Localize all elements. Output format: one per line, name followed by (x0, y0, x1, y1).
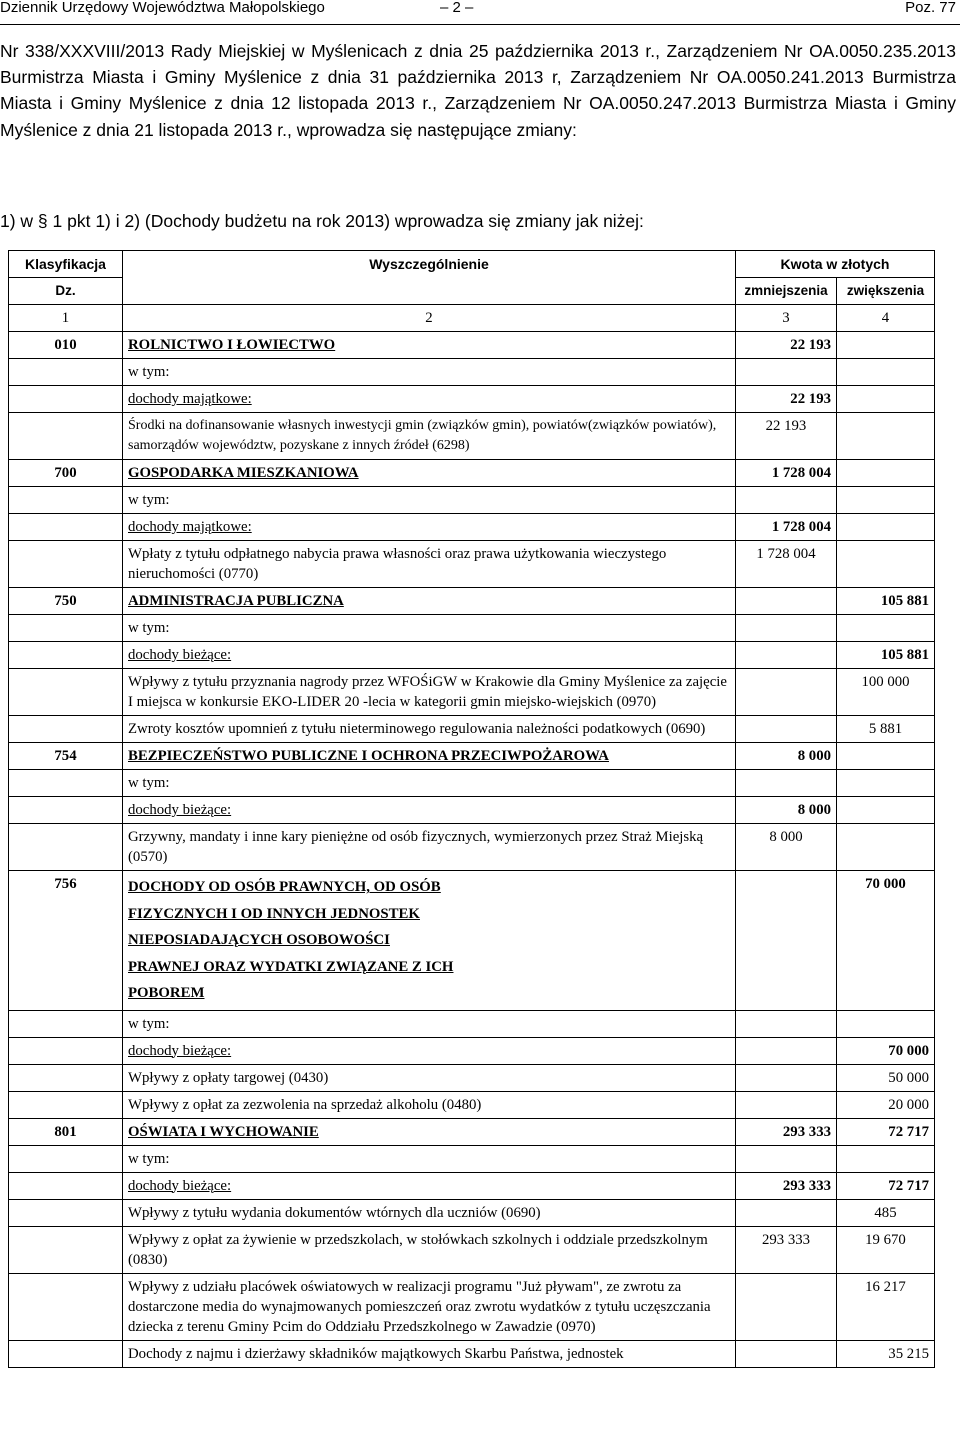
header-dz: Dz. (9, 278, 123, 305)
page-number: – 2 – (440, 0, 474, 16)
row-description: dochody majątkowe: (123, 514, 736, 541)
table-row (9, 1199, 935, 1226)
row-description: dochody bieżące: (123, 797, 736, 824)
table-row (9, 669, 935, 716)
section-title: ROLNICTWO I ŁOWIECTWO (123, 332, 736, 359)
table-row (9, 1118, 935, 1145)
table-row (9, 1340, 935, 1367)
decrease-amount: 293 333 (736, 1172, 837, 1199)
table-row (9, 770, 935, 797)
table-row (9, 1145, 935, 1172)
section-title (123, 871, 736, 1011)
decrease-amount: 8 000 (736, 743, 837, 770)
increase-amount: 70 000 (837, 1037, 935, 1064)
decrease-amount: 22 193 (736, 332, 837, 359)
table-row (9, 797, 935, 824)
table-row (9, 615, 935, 642)
row-description: Wpływy z opłat za żywienie w przedszkolach, w stołówkach szkolnych i oddziale przedszkolnym (0830) (123, 1226, 736, 1273)
decrease-amount: 8 000 (736, 797, 837, 824)
table-row (9, 460, 935, 487)
decrease-amount: 8 000 (736, 824, 837, 871)
row-description: Wpływy z tytułu wydania dokumentów wtórnych dla uczniów (0690) (123, 1199, 736, 1226)
table-row (9, 514, 935, 541)
row-description: dochody bieżące: (123, 1037, 736, 1064)
table-row (9, 1010, 935, 1037)
row-description: Środki na dofinansowanie własnych inwestycji gmin (związków gmin), powiatów(związków powiatów), samorządów województw, pozyskane z innych źródeł (6298) (123, 413, 736, 460)
section-code: 010 (9, 332, 123, 359)
header-zwiekszenia: zwiększenia (837, 278, 935, 305)
row-description: dochody bieżące: (123, 642, 736, 669)
table-row (9, 824, 935, 871)
row-description: Grzywny, mandaty i inne kary pieniężne od osób fizycznych, wymierzonych przez Straż Miejską (0570) (123, 824, 736, 871)
increase-amount (837, 332, 935, 359)
section-title-line: NIEPOSIADAJĄCYCH OSOBOWOŚCI (128, 932, 390, 948)
increase-amount: 485 (837, 1199, 935, 1226)
row-description: Wpływy z opłat za zezwolenia na sprzedaż alkoholu (0480) (123, 1091, 736, 1118)
decrease-amount: 1 728 004 (736, 514, 837, 541)
position-number: Poz. 77 (905, 0, 956, 16)
row-description: w tym: (123, 615, 736, 642)
section-code: 756 (9, 871, 123, 1011)
table-row (9, 1064, 935, 1091)
row-description: w tym: (123, 1145, 736, 1172)
row-description: Wpływy z tytułu przyznania nagrody przez WFOŚiGW w Krakowie dla Gminy Myślenice za zajęcie I miejsca w konkursie EKO-LIDER 20 -lecia w kategorii gmin miejsko-wiejskich (0970) (123, 669, 736, 716)
row-description: w tym: (123, 359, 736, 386)
section-title-line: DOCHODY OD OSÓB PRAWNYCH, OD OSÓB (128, 879, 441, 895)
increase-amount: 105 881 (837, 588, 935, 615)
section-title-line: PRAWNEJ ORAZ WYDATKI ZWIĄZANE Z ICH (128, 958, 454, 975)
table-row (9, 1091, 935, 1118)
page-header (0, 0, 960, 25)
increase-amount: 72 717 (837, 1172, 935, 1199)
increase-amount: 50 000 (837, 1064, 935, 1091)
table-row (9, 1037, 935, 1064)
row-description: w tym: (123, 770, 736, 797)
section-title-line: FIZYCZNYCH I OD INNYCH JEDNOSTEK (128, 905, 420, 922)
decrease-amount: 293 333 (736, 1118, 837, 1145)
row-description: Zwroty kosztów upomnień z tytułu nieterminowego regulowania należności podatkowych (0690) (123, 716, 736, 743)
table-row (9, 413, 935, 460)
table-row (9, 716, 935, 743)
increase-amount: 72 717 (837, 1118, 935, 1145)
row-description: Wpływy z udziału placówek oświatowych w realizacji programu "Już pływam", ze zwrotu za dostarczone media do wynajmowanych pomieszczeń oraz zwrotu wydatków z tytułu uczęszczania dziecka z terenu Gminy Pcim do Oddziału Przedszkolnego w Zawadzie (0970) (123, 1273, 736, 1340)
column-number: 1 (9, 305, 123, 332)
budget-table (8, 250, 935, 1368)
decrease-amount: 1 728 004 (736, 460, 837, 487)
header-row (9, 251, 935, 278)
row-description: w tym: (123, 487, 736, 514)
header-zmniejszenia: zmniejszenia (736, 278, 837, 305)
increase-amount: 70 000 (837, 871, 935, 1011)
section-code: 754 (9, 743, 123, 770)
amendment-lead: 1) w § 1 pkt 1) i 2) (Dochody budżetu na rok 2013) wprowadza się zmiany jak niżej: (0, 211, 644, 231)
increase-amount: 16 217 (837, 1273, 935, 1340)
increase-amount: 35 215 (837, 1340, 935, 1367)
decrease-amount: 293 333 (736, 1226, 837, 1273)
section-title: OŚWIATA I WYCHOWANIE (123, 1118, 736, 1145)
increase-amount: 100 000 (837, 669, 935, 716)
decrease-amount: 22 193 (736, 386, 837, 413)
journal-title: Dziennik Urzędowy Województwa Małopolskiego (0, 0, 325, 16)
table-row (9, 487, 935, 514)
decrease-amount: 22 193 (736, 413, 837, 460)
row-description: w tym: (123, 1010, 736, 1037)
column-number: 3 (736, 305, 837, 332)
section-code: 700 (9, 460, 123, 487)
section-title: BEZPIECZEŃSTWO PUBLICZNE I OCHRONA PRZECIWPOŻAROWA (123, 743, 736, 770)
row-description: Wpłaty z tytułu odpłatnego nabycia prawa własności oraz prawa użytkowania wieczystego nieruchomości (0770) (123, 541, 736, 588)
row-description: Dochody z najmu i dzierżawy składników majątkowych Skarbu Państwa, jednostek (123, 1340, 736, 1367)
table-row (9, 359, 935, 386)
section-title-line: POBOREM (128, 985, 205, 1001)
row-description: dochody bieżące: (123, 1172, 736, 1199)
table-row (9, 541, 935, 588)
section-title: ADMINISTRACJA PUBLICZNA (123, 588, 736, 615)
increase-amount: 105 881 (837, 642, 935, 669)
header-wyszczegolnienie: Wyszczególnienie (123, 251, 736, 305)
header-klasyfikacja: Klasyfikacja (9, 251, 123, 278)
table-row (9, 743, 935, 770)
table-row (9, 642, 935, 669)
column-number: 2 (123, 305, 736, 332)
section-code: 801 (9, 1118, 123, 1145)
increase-amount: 19 670 (837, 1226, 935, 1273)
column-number: 4 (837, 305, 935, 332)
column-number-row (9, 305, 935, 332)
decrease-amount: 1 728 004 (736, 541, 837, 588)
table-row (9, 871, 935, 1011)
table-row (9, 588, 935, 615)
table-row (9, 1226, 935, 1273)
section-code: 750 (9, 588, 123, 615)
table-row (9, 1172, 935, 1199)
section-title: GOSPODARKA MIESZKANIOWA (123, 460, 736, 487)
row-description: dochody majątkowe: (123, 386, 736, 413)
intro-paragraph: Nr 338/XXXVIII/2013 Rady Miejskiej w Myślenicach z dnia 25 października 2013 r., Zarządzeniem Nr OA.0050.235.2013 Burmistrza Miasta i Gminy Myślenice z dnia 31 października 2013 r, Zarządzeniem Nr OA.0050.241.2013 Burmistrza Miasta i Gminy Myślenice z dnia 12 listopada 2013 r., Zarządzeniem Nr OA.0050.247.2013 Burmistrza Miasta i Gminy Myślenice z dnia 21 listopada 2013 r., wprowadza się następujące zmiany: (0, 41, 956, 140)
table-row (9, 1273, 935, 1340)
header-kwota: Kwota w złotych (736, 251, 935, 278)
increase-amount: 20 000 (837, 1091, 935, 1118)
row-description: Wpływy z opłaty targowej (0430) (123, 1064, 736, 1091)
table-row (9, 332, 935, 359)
table-row (9, 386, 935, 413)
increase-amount: 5 881 (837, 716, 935, 743)
